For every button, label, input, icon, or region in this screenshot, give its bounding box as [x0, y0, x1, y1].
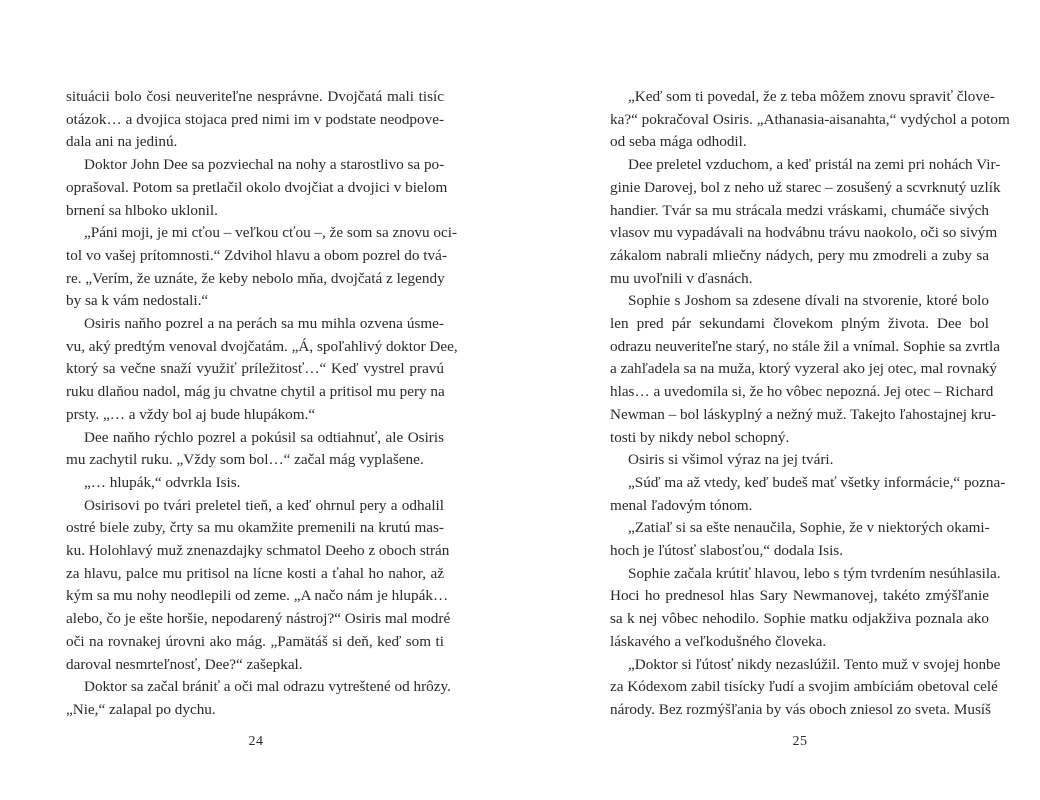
text-line: Osiris naňho pozrel a na perách sa mu mihla ozvena úsme- — [84, 315, 444, 333]
right-page — [520, 0, 1040, 800]
left-page-text — [66, 86, 458, 722]
text-line: len pred pár sekundami človekom plným života. Dee bol — [610, 315, 989, 333]
text-line: vu, aký predtým venoval dvojčatám. „Á, spoľahlivý doktor Dee, — [66, 337, 458, 355]
text-line: Hoci ho prednesol hlas Sary Newmanovej, takéto zmýšľanie — [610, 587, 989, 605]
text-line: oči na rovnakej úrovni ako mág. „Pamätáš si deň, keď som ti — [66, 632, 444, 650]
text-line: Osiris si všimol výraz na jej tvári. — [628, 451, 834, 469]
text-line: prsty. „… a vždy bol aj bude hlupákom.“ — [66, 405, 316, 423]
text-line: „Keď som ti povedal, že z teba môžem znovu spraviť člove- — [628, 88, 995, 105]
text-line: tosti by nikdy nebol schopný. — [610, 428, 790, 446]
text-line: láskavého a veľkodušného človeka. — [610, 632, 827, 650]
left-page-number: 24 — [248, 734, 264, 749]
text-line: oprašoval. Potom sa pretlačil okolo dvojčiat a dvojici v bielom — [66, 178, 448, 196]
text-line: hlas… a uvedomila si, že ho vôbec nepozná. Jej otec – Richard — [610, 383, 994, 401]
text-line: menal ľadovým tónom. — [610, 496, 753, 514]
text-line: mu uvoľnili v ďasnách. — [610, 269, 753, 287]
text-line: mu zachytil ruku. „Vždy som bol…“ začal mág vyplašene. — [66, 451, 424, 469]
text-line: „… hlupák,“ odvrkla Isis. — [84, 473, 241, 491]
text-line: ruku dlaňou nadol, mág ju chvatne chytil a pritisol mu pery na — [66, 383, 445, 401]
text-line: „Súď ma až vtedy, keď budeš mať všetky informácie,“ pozna- — [628, 473, 1006, 491]
text-line: sa k nej vôbec nehodilo. Sophie matku odjakživa poznala ako — [610, 610, 989, 628]
text-line: ktorý sa večne snaží využiť príležitosť…“ Keď vystrel pravú — [66, 360, 444, 378]
text-line: „Zatiaľ si sa ešte nenaučila, Sophie, že v niektorých okami- — [628, 519, 990, 537]
right-page-text — [610, 86, 1010, 722]
text-line: Dee naňho rýchlo pozrel a pokúsil sa odtiahnuť, ale Osiris — [84, 428, 444, 446]
text-line: odrazu neuveriteľne starý, no stále žil a vnímal. Sophie sa zvrtla — [610, 337, 1000, 355]
text-line: hoch je ľútosť slabosťou,“ dodala Isis. — [610, 542, 844, 560]
text-line: Newman – bol láskyplný a nežný muž. Takejto ľahostajnej kru- — [610, 405, 997, 423]
text-line: brnení sa hlboko uklonil. — [66, 201, 218, 219]
text-line: handier. Tvár sa mu strácala medzi vráskami, chumáče sivých — [610, 201, 989, 219]
text-line: Doktor John Dee sa pozviechal na nohy a starostlivo sa po- — [84, 156, 445, 174]
text-line: ka?“ pokračoval Osiris. „Athanasia-aisanahta,“ vydýchol a potom — [610, 110, 1010, 128]
text-line: alebo, čo je ešte horšie, nepodarený nástroj?“ Osiris mal modré — [66, 610, 451, 628]
text-line: Sophie s Joshom sa zdesene dívali na stvorenie, ktoré bolo — [628, 292, 989, 310]
text-line: otázok… a dvojica stojaca pred nimi im v podstate neodpove- — [66, 110, 444, 128]
text-line: „Doktor si ľútosť nikdy nezaslúžil. Tento muž v svojej honbe — [628, 655, 1001, 673]
text-line: Dee preletel vzduchom, a keď pristál na zemi pri nohách Vir- — [628, 156, 1001, 174]
text-line: za Kódexom zabil tisícky ľudí a svojim ambíciám obetoval celé — [610, 678, 998, 696]
text-line: situácii bolo čosi neuveriteľne nesprávne. Dvojčatá mali tisíc — [66, 88, 444, 105]
text-line: „Páni moji, je mi cťou – veľkou cťou –, že som sa znovu oci- — [84, 224, 458, 242]
text-line: daroval nesmrteľnosť, Dee?“ zašepkal. — [66, 655, 303, 673]
text-line: národy. Bez rozmýšľania by vás oboch zniesol zo sveta. Musíš — [610, 700, 991, 718]
text-line: za hlavu, palce mu pritisol na lícne kosti a ťahal ho nahor, až — [66, 564, 444, 582]
text-line: Osirisovi po tvári preletel tieň, a keď ohrnul pery a odhalil — [84, 496, 444, 514]
text-line: Doktor sa začal brániť a oči mal odrazu vytreštené od hrôzy. — [84, 678, 451, 696]
right-page-number: 25 — [792, 734, 808, 749]
text-line: ginie Darovej, bol z neho už starec – zosušený a scvrknutý uzlík — [610, 178, 1001, 196]
text-line: vlasov mu vypadávali na hodvábnu trávu naokolo, oči so sivým — [610, 224, 998, 242]
text-line: ostré biele zuby, črty sa mu okamžite premenili na krutú mas- — [66, 519, 444, 537]
text-line: re. „Verím, že uznáte, že keby nebolo mňa, dvojčatá z legendy — [66, 269, 445, 287]
text-line: „Nie,“ zalapal po dychu. — [66, 700, 216, 718]
text-line: od seba mága odhodil. — [610, 133, 747, 151]
text-line: dala ani na jedinú. — [66, 133, 178, 151]
text-line: tol vo vašej prítomnosti.“ Zdvihol hlavu a obom pozrel do tvá- — [66, 246, 447, 264]
text-line: kým sa mu nohy neodlepili od zeme. „A načo nám je hlupák… — [66, 587, 449, 605]
text-line: a zahľadela sa na muža, ktorý vyzeral ako jej otec, mal rovnaký — [610, 360, 997, 378]
text-line: Sophie začala krútiť hlavou, lebo s tým tvrdením nesúhlasila. — [628, 564, 1001, 582]
text-line: by sa k vám nedostali.“ — [66, 292, 209, 310]
text-line: ku. Holohlavý muž znenazdajky schmatol Deeho z oboch strán — [66, 542, 450, 560]
text-line: zákalom nabrali mliečny nádych, pery mu zmodreli a zuby sa — [610, 246, 989, 264]
